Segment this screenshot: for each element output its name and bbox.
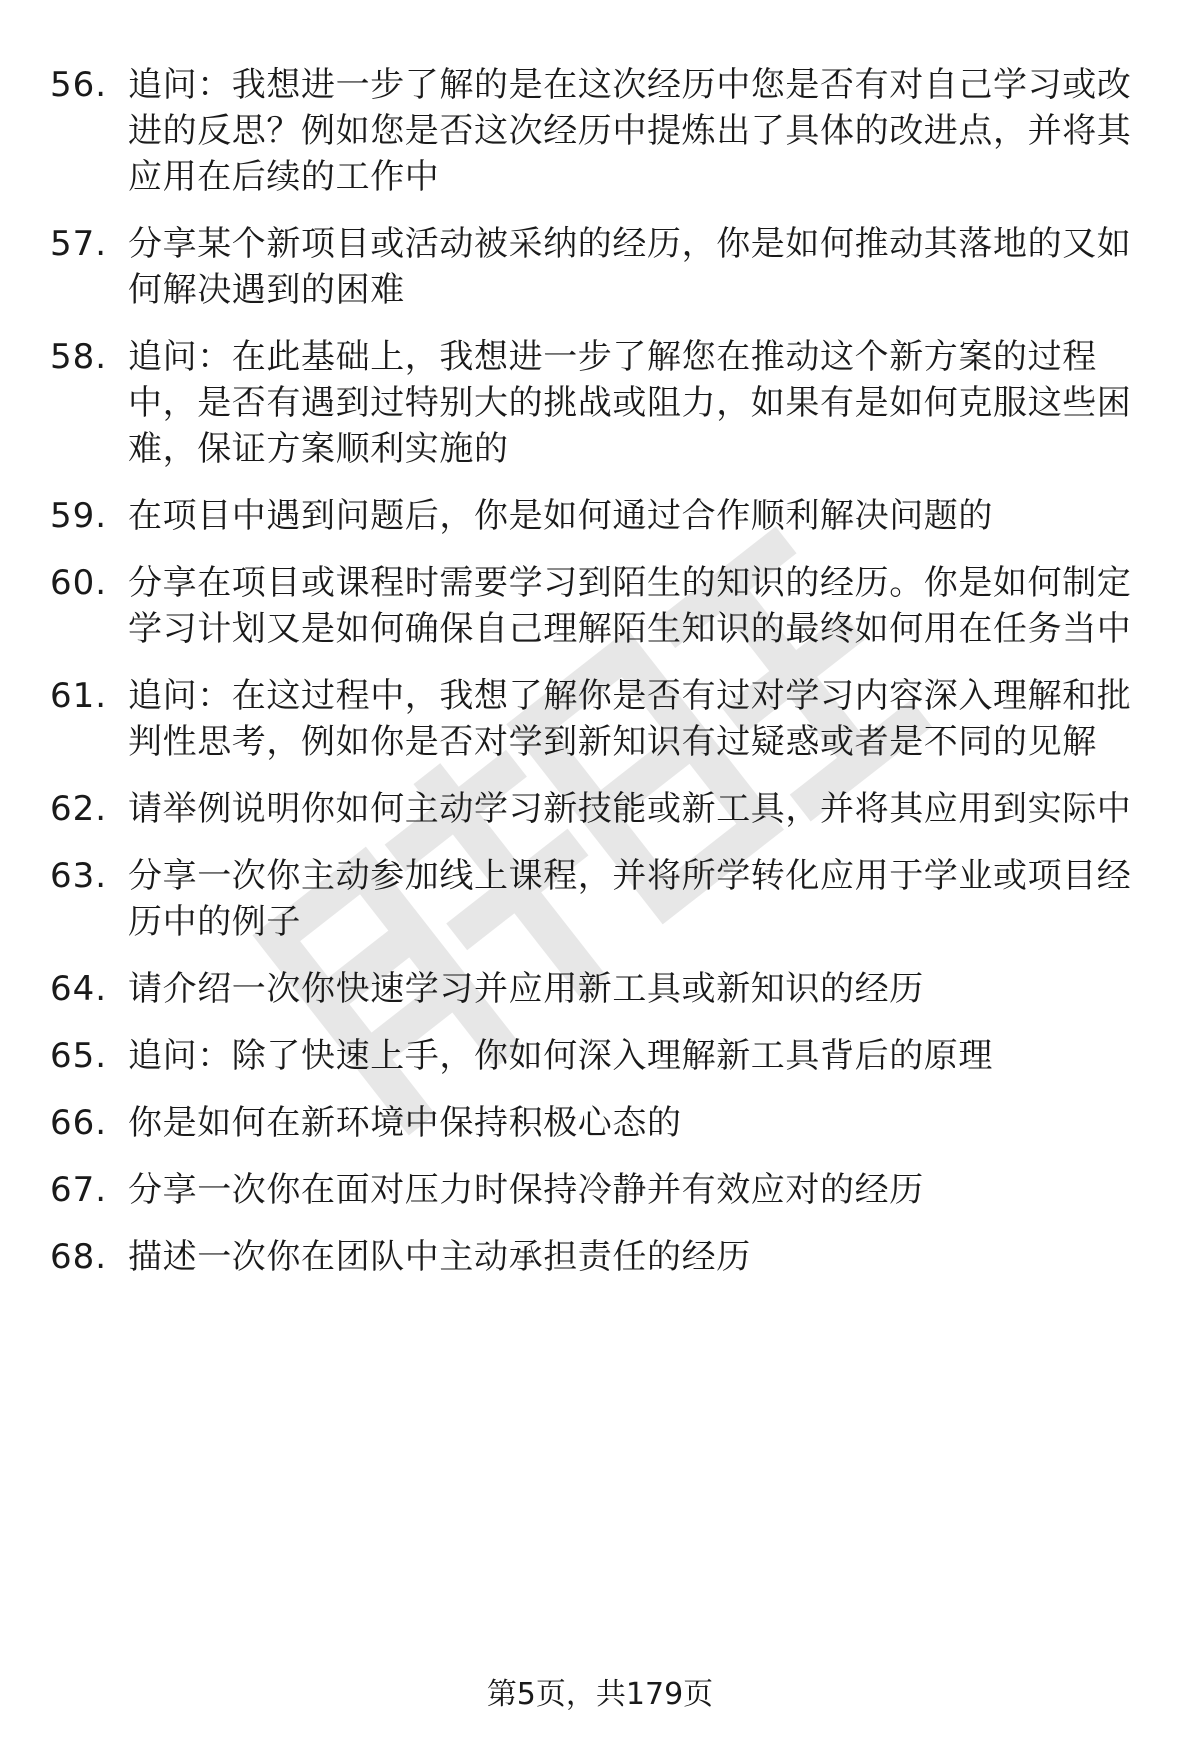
list-item: [0, 1167, 1200, 1213]
question-text: 追问：在此基础上，我想进一步了解您在推动这个新方案的过程中，是否有遇到过特别大的挑战或阻力，如果有是如何克服这些困难，保证方案顺利实施的: [128, 337, 1132, 469]
question-number: 67.: [50, 1170, 108, 1210]
page-footer: 第5页，共179页: [486, 1677, 714, 1712]
question-number: 60.: [50, 563, 108, 603]
question-text: 追问：除了快速上手，你如何深入理解新工具背后的原理: [128, 1036, 993, 1076]
question-number: 65.: [50, 1036, 108, 1076]
question-text: 描述一次你在团队中主动承担责任的经历: [128, 1237, 751, 1277]
question-text: 请举例说明你如何主动学习新技能或新工具，并将其应用到实际中: [128, 789, 1132, 829]
list-item: [0, 966, 1200, 1012]
list-item: [0, 334, 1200, 472]
list-item: [0, 1033, 1200, 1079]
list-item: [0, 673, 1200, 765]
question-text: 分享在项目或课程时需要学习到陌生的知识的经历。你是如何制定学习计划又是如何确保自己理解陌生知识的最终如何用在任务当中: [128, 563, 1132, 649]
question-number: 62.: [50, 789, 108, 829]
list-item: [0, 62, 1200, 200]
question-text: 分享一次你在面对压力时保持冷静并有效应对的经历: [128, 1170, 924, 1210]
list-item: [0, 221, 1200, 313]
list-item: [0, 560, 1200, 652]
question-text: 你是如何在新环境中保持积极心态的: [128, 1103, 682, 1143]
question-text: 分享一次你主动参加线上课程，并将所学转化应用于学业或项目经历中的例子: [128, 856, 1132, 942]
question-text: 追问：在这过程中，我想了解你是否有过对学习内容深入理解和批判性思考，例如你是否对学到新知识有过疑惑或者是不同的见解: [128, 676, 1132, 762]
question-text: 分享某个新项目或活动被采纳的经历，你是如何推动其落地的又如何解决遇到的困难: [128, 224, 1132, 310]
question-text: 请介绍一次你快速学习并应用新工具或新知识的经历: [128, 969, 924, 1009]
list-item: [0, 1100, 1200, 1146]
question-text: 追问：我想进一步了解的是在这次经历中您是否有对自己学习或改进的反思？例如您是否这次经历中提炼出了具体的改进点，并将其应用在后续的工作中: [128, 65, 1132, 197]
question-number: 56.: [50, 65, 108, 105]
list-item: [0, 786, 1200, 832]
question-number: 57.: [50, 224, 108, 264]
list-item: [0, 493, 1200, 539]
question-number: 63.: [50, 856, 108, 896]
question-text: 在项目中遇到问题后，你是如何通过合作顺利解决问题的: [128, 496, 993, 536]
list-item: [0, 1234, 1200, 1280]
question-list: [0, 62, 1200, 1301]
question-number: 61.: [50, 676, 108, 716]
question-number: 59.: [50, 496, 108, 536]
question-number: 66.: [50, 1103, 108, 1143]
list-item: [0, 853, 1200, 945]
question-number: 58.: [50, 337, 108, 377]
question-number: 64.: [50, 969, 108, 1009]
question-number: 68.: [50, 1237, 108, 1277]
